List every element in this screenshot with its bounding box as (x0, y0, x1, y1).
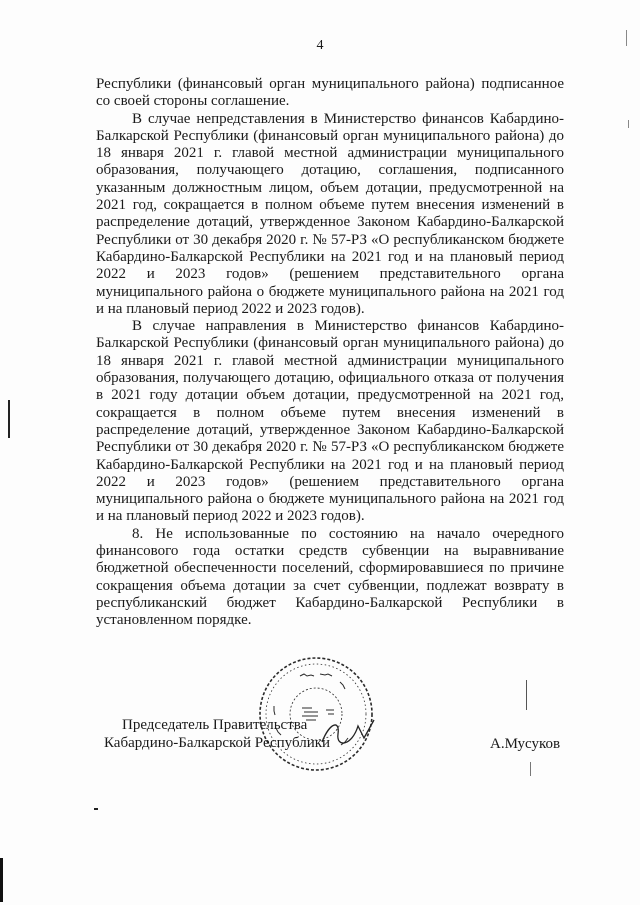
signatory-name: А.Мусуков (490, 736, 561, 752)
paragraph-item-8: 8. Не использованные по состоянию на начало очередного финансового года остатки средств субвенции на выравнивание бюджетной обеспеченности поселений, сформировавшиеся по причине сокращения объема дотации за счет субвенции, подлежат возврату в республиканский бюджет Кабардино-Балкарской Республики в установленном порядке. (96, 525, 564, 629)
scan-edge-mark (0, 858, 3, 902)
pen-stroke-mark (526, 680, 527, 710)
pen-stroke-mark (530, 762, 531, 776)
page-number: 4 (316, 38, 324, 53)
scan-edge-mark (628, 120, 629, 128)
paragraph-continuation: Республики (финансовый орган муниципального района) подписанное со своей стороны соглашение. (96, 76, 564, 110)
signature-title-line1: Председатель Правительства (122, 717, 308, 733)
paragraph-refusal: В случае направления в Министерство финансов Кабардино-Балкарской Республики (финансовый орган муниципального района) до 18 января 2021 г. главой местной администрации муниципального образования, получающего дотацию, официального отказа от получения в 2021 году дотации объем дотации, предусмотренной на 2021 год, сокращается в полном объеме путем внесения изменений в распределение дотаций, утвержденное Законом Кабардино-Балкарской Республики от 30 декабря 2020 г. № 57-РЗ «О республиканском бюджете Кабардино-Балкарской Республики на 2021 год и на плановый период 2022 и 2023 годов» (решением представительного органа муниципального района о бюджете муниципального района на 2021 год и на плановый период 2022 и 2023 годов). (96, 318, 564, 525)
signature-title-line2: Кабардино-Балкарской Республики (104, 735, 331, 751)
scan-edge-mark (626, 30, 627, 46)
scan-edge-mark (8, 400, 10, 438)
paragraph-non-submission: В случае непредставления в Министерство финансов Кабардино-Балкарской Республики (финансовый орган муниципального района) до 18 января 2021 г. главой местной администрации муниципального образования, получающего дотацию, соглашения, подписанного указанным должностным лицом, объем дотации, предусмотренной на 2021 год, сокращается в полном объеме путем внесения изменений в распределение дотаций, утвержденное Законом Кабардино-Балкарской Республики от 30 декабря 2020 г. № 57-РЗ «О республиканском бюджете Кабардино-Балкарской Республики на 2021 год и на плановый период 2022 и 2023 годов» (решением представительного органа муниципального района о бюджете муниципального района на 2021 год и на плановый период 2022 и 2023 годов). (96, 110, 564, 317)
scan-dot (94, 808, 98, 810)
document-body (96, 76, 564, 630)
signature-title (104, 716, 330, 752)
